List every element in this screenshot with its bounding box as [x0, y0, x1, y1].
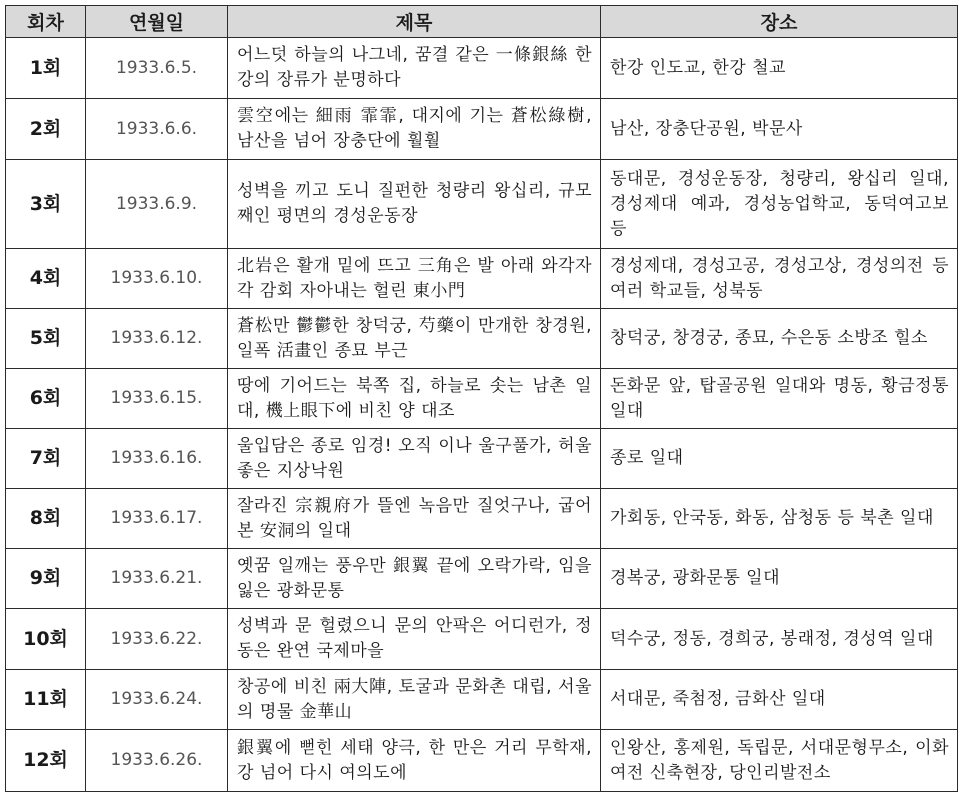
- table-row: [6, 730, 958, 792]
- title-cell: 창공에 비친 兩大陣, 토굴과 문화촌 대립, 서울의 명물 金華山: [228, 670, 601, 730]
- title-cell: 옛꿈 일깨는 풍우만 銀翼 끝에 오락가락, 임을 잃은 광화문통: [228, 549, 601, 609]
- title-cell: 北岩은 활개 밑에 뜨고 三角은 발 아래 와각자각 감회 자아내는 헐린 東小門: [228, 249, 601, 309]
- round-cell: 11회: [6, 670, 86, 730]
- place-cell: 돈화문 앞, 탑골공원 일대와 명동, 황금정통 일대: [601, 369, 958, 429]
- date-cell: 1933.6.5.: [86, 38, 228, 99]
- round-cell: 8회: [6, 489, 86, 549]
- title-cell: 성벽과 문 헐렸으니 문의 안팍은 어디런가, 정동은 완연 국제마을: [228, 609, 601, 670]
- date-cell: 1933.6.9.: [86, 160, 228, 249]
- header-round: 회차: [6, 6, 86, 38]
- table-row: [6, 369, 958, 429]
- header-title: 제목: [228, 6, 601, 38]
- date-cell: 1933.6.17.: [86, 489, 228, 549]
- date-cell: 1933.6.12.: [86, 309, 228, 369]
- title-cell: 땅에 기어드는 북쪽 집, 하늘로 솟는 남촌 일대, 機上眼下에 비친 양 대조: [228, 369, 601, 429]
- round-cell: 9회: [6, 549, 86, 609]
- table-row: [6, 670, 958, 730]
- place-cell: 창덕궁, 창경궁, 종묘, 수은동 소방조 힐소: [601, 309, 958, 369]
- header-date: 연월일: [86, 6, 228, 38]
- header-place: 장소: [601, 6, 958, 38]
- table-row: [6, 609, 958, 670]
- place-cell: 인왕산, 홍제원, 독립문, 서대문형무소, 이화여전 신축현장, 당인리발전소: [601, 730, 958, 792]
- table-row: [6, 99, 958, 160]
- round-cell: 10회: [6, 609, 86, 670]
- date-cell: 1933.6.22.: [86, 609, 228, 670]
- table-row: [6, 429, 958, 489]
- date-cell: 1933.6.26.: [86, 730, 228, 792]
- place-cell: 서대문, 죽첨정, 금화산 일대: [601, 670, 958, 730]
- title-cell: 어느덧 하늘의 나그네, 꿈결 같은 一條銀絲 한강의 장류가 분명하다: [228, 38, 601, 99]
- header-row: [6, 6, 958, 38]
- date-cell: 1933.6.21.: [86, 549, 228, 609]
- round-cell: 2회: [6, 99, 86, 160]
- round-cell: 12회: [6, 730, 86, 792]
- round-cell: 3회: [6, 160, 86, 249]
- title-cell: 蒼松만 鬱鬱한 창덕궁, 芍藥이 만개한 창경원, 일폭 活畫인 종묘 부근: [228, 309, 601, 369]
- table-row: [6, 160, 958, 249]
- table-row: [6, 38, 958, 99]
- title-cell: 잘라진 宗親府가 뜰엔 녹음만 질엇구나, 굽어본 安洞의 일대: [228, 489, 601, 549]
- round-cell: 6회: [6, 369, 86, 429]
- place-cell: 동대문, 경성운동장, 청량리, 왕십리 일대, 경성제대 예과, 경성농업학교, 동덕여고보 등: [601, 160, 958, 249]
- date-cell: 1933.6.15.: [86, 369, 228, 429]
- date-cell: 1933.6.6.: [86, 99, 228, 160]
- place-cell: 종로 일대: [601, 429, 958, 489]
- round-cell: 1회: [6, 38, 86, 99]
- round-cell: 7회: [6, 429, 86, 489]
- date-cell: 1933.6.16.: [86, 429, 228, 489]
- place-cell: 남산, 장충단공원, 박문사: [601, 99, 958, 160]
- place-cell: 한강 인도교, 한강 철교: [601, 38, 958, 99]
- schedule-table: [5, 5, 958, 792]
- date-cell: 1933.6.10.: [86, 249, 228, 309]
- place-cell: 덕수궁, 정동, 경희궁, 봉래정, 경성역 일대: [601, 609, 958, 670]
- table-row: [6, 249, 958, 309]
- table-row: [6, 549, 958, 609]
- table-row: [6, 489, 958, 549]
- place-cell: 경성제대, 경성고공, 경성고상, 경성의전 등 여러 학교들, 성북동: [601, 249, 958, 309]
- round-cell: 4회: [6, 249, 86, 309]
- title-cell: 성벽을 끼고 도니 질펀한 청량리 왕십리, 규모 째인 평면의 경성운동장: [228, 160, 601, 249]
- round-cell: 5회: [6, 309, 86, 369]
- title-cell: 銀翼에 뻗힌 세태 양극, 한 만은 거리 무학재, 강 넘어 다시 여의도에: [228, 730, 601, 792]
- place-cell: 경복궁, 광화문통 일대: [601, 549, 958, 609]
- date-cell: 1933.6.24.: [86, 670, 228, 730]
- title-cell: 雲空에는 細雨 霏霏, 대지에 기는 蒼松綠樹, 남산을 넘어 장충단에 훨훨: [228, 99, 601, 160]
- place-cell: 가회동, 안국동, 화동, 삼청동 등 북촌 일대: [601, 489, 958, 549]
- title-cell: 울입담은 종로 임경! 오직 이나 울구풀가, 허울 좋은 지상낙원: [228, 429, 601, 489]
- table-row: [6, 309, 958, 369]
